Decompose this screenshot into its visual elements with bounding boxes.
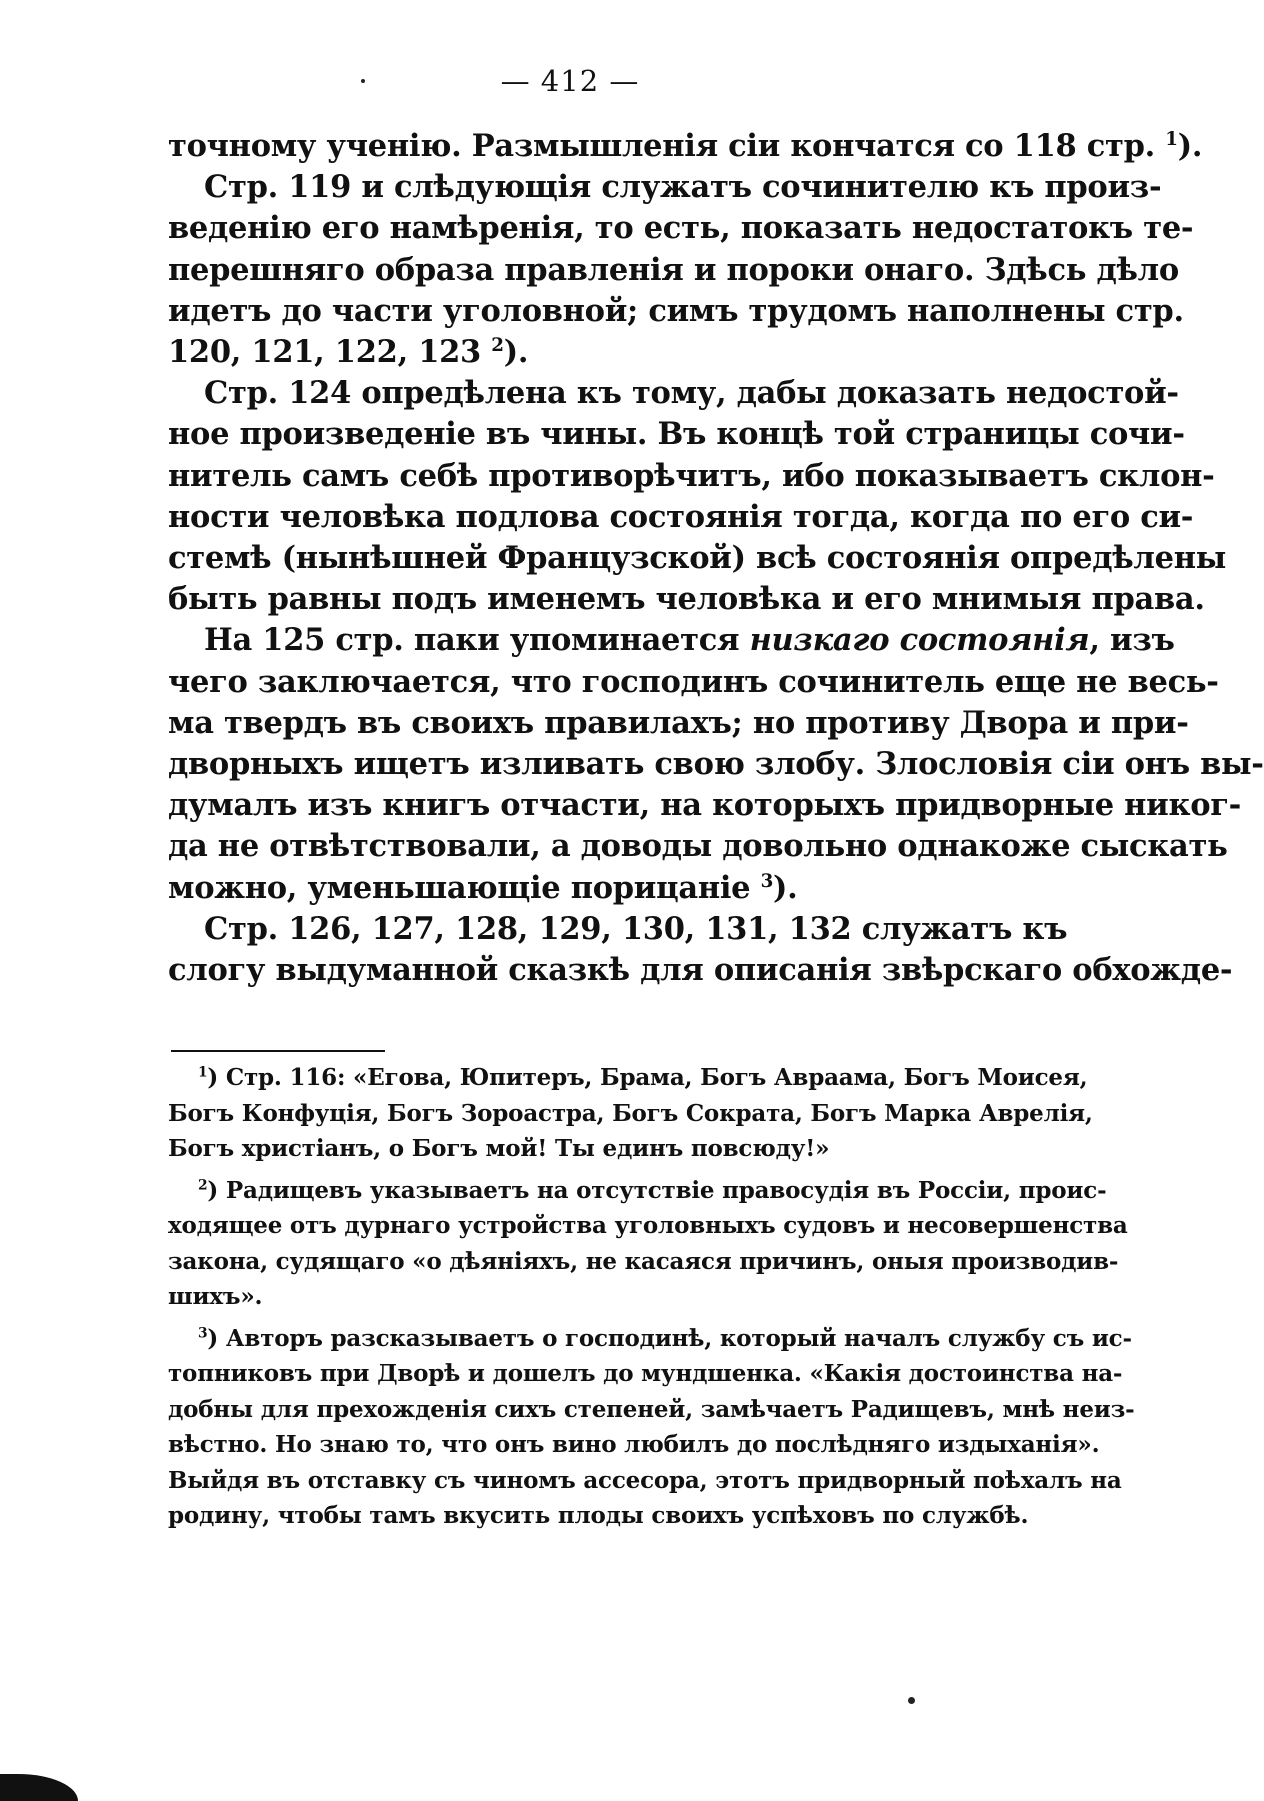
footnote-ref-3: 3	[760, 870, 773, 892]
footnote-ref-1: 1	[1165, 129, 1178, 151]
footnote-marker: 3	[198, 1325, 208, 1342]
paragraph-5	[168, 909, 1233, 991]
footnote-line: топниковъ при Дворѣ и дошелъ до мундшенка. «Какія достоинства на-	[168, 1360, 1123, 1387]
text-line: На 125 стр. паки упоминается низкаго состоянія, изъ	[204, 622, 1175, 659]
footnote-line: вѣстно. Но знаю то, что онъ вино любилъ до послѣдняго издыханія».	[168, 1431, 1100, 1458]
text-line: веденію его намѣренія, то есть, показать недостатокъ те-	[168, 210, 1194, 247]
text-line: быть равны подъ именемъ человѣка и его мнимыя права.	[168, 581, 1205, 618]
paragraph-4	[168, 620, 1264, 908]
footnote-line: $^2$) Радищевъ указываетъ на отсутствіе правосудія въ Россіи, проис-	[198, 1176, 1107, 1204]
footnote-marker: 2	[198, 1177, 208, 1194]
footnote-1	[168, 1060, 1093, 1167]
page-number: — 412 —	[500, 64, 640, 98]
scan-edge-mark	[0, 1774, 78, 1801]
footnote-line: родину, чтобы тамъ вкусить плоды своихъ успѣховъ по службѣ.	[168, 1502, 1029, 1529]
print-speck	[908, 1697, 915, 1704]
footnote-ref-2: 2	[491, 335, 504, 357]
footnote-line: добны для прехожденія сихъ степеней, замѣчаетъ Радищевъ, мнѣ неиз-	[168, 1395, 1135, 1423]
footnote-line: шихъ».	[168, 1283, 263, 1310]
text-line: нитель самъ себѣ противорѣчитъ, ибо показываетъ склон-	[168, 457, 1215, 494]
text-line: перешняго образа правленія и пороки онаго. Здѣсь дѣло	[168, 251, 1179, 288]
footnote-line: закона, судящаго «о дѣяніяхъ, не касаяся причинъ, оныя производив-	[168, 1247, 1119, 1275]
text-line: думалъ изъ книгъ отчасти, на которыхъ придворные никог-	[168, 787, 1242, 824]
text-line: дворныхъ ищетъ изливать свою злобу. Злословія сіи онъ вы-	[168, 746, 1264, 783]
text-line: чего заключается, что господинъ сочинитель еще не весь-	[168, 663, 1219, 700]
print-speck	[361, 79, 365, 83]
text-line: 120, 121, 122, 123 $^2$).	[168, 334, 529, 371]
text-line: ное произведеніе въ чины. Въ концѣ той страницы сочи-	[168, 416, 1185, 453]
paragraph-3	[168, 373, 1226, 620]
text-line: идетъ до части уголовной; симъ трудомъ наполнены стр.	[168, 292, 1184, 329]
text-line: ности человѣка подлова состоянія тогда, когда по его си-	[168, 498, 1194, 535]
text-line: стемѣ (нынѣшней Французской) всѣ состоянія опредѣлены	[168, 540, 1226, 577]
footnote-line: Выйдя въ отставку съ чиномъ ассесора, этотъ придворный поѣхалъ на	[168, 1466, 1122, 1494]
footnote-2	[168, 1173, 1128, 1315]
text-line: можно, уменьшающіе порицаніе $^3$).	[168, 869, 798, 906]
paragraph-2	[168, 167, 1194, 373]
paragraph-1	[168, 126, 1203, 167]
text-line: Стр. 119 и слѣдующія служатъ сочинителю къ произ-	[204, 169, 1162, 206]
footnote-line: Богъ Конфуція, Богъ Зороастра, Богъ Сократа, Богъ Марка Аврелія,	[168, 1099, 1093, 1127]
footnote-marker: 1	[198, 1064, 208, 1081]
text-line: ма твердъ въ своихъ правилахъ; но противу Двора и при-	[168, 704, 1189, 741]
footnote-line: $^1$) Стр. 116: «Егова, Юпитеръ, Брама, Богъ Авраама, Богъ Моисея,	[198, 1064, 1088, 1091]
footnote-line: ходящее отъ дурнаго устройства уголовныхъ судовъ и несовершенства	[168, 1212, 1128, 1239]
footnote-line: Богъ христіанъ, о Богъ мой! Ты единъ повсюду!»	[168, 1135, 830, 1162]
emphasis-text: низкаго состоянія	[749, 622, 1090, 659]
main-text	[168, 126, 1264, 991]
footnote-3	[168, 1321, 1135, 1534]
footnotes	[168, 1060, 1135, 1540]
footnote-line: $^3$) Авторъ разсказываетъ о господинѣ, который началъ службу съ ис-	[198, 1324, 1132, 1352]
text-line: точному ученію. Размышленія сіи кончатся со 118 стр. $^1$).	[168, 128, 1203, 164]
text-line: слогу выдуманной сказкѣ для описанія звѣрскаго обхожде-	[168, 952, 1233, 989]
text-line: Стр. 124 опредѣлена къ тому, дабы доказать недостой-	[204, 375, 1179, 412]
footnote-divider	[171, 1050, 385, 1052]
text-line: да не отвѣтствовали, а доводы довольно однакоже сыскать	[168, 828, 1228, 865]
text-line: Стр. 126, 127, 128, 129, 130, 131, 132 служатъ къ	[204, 910, 1068, 947]
